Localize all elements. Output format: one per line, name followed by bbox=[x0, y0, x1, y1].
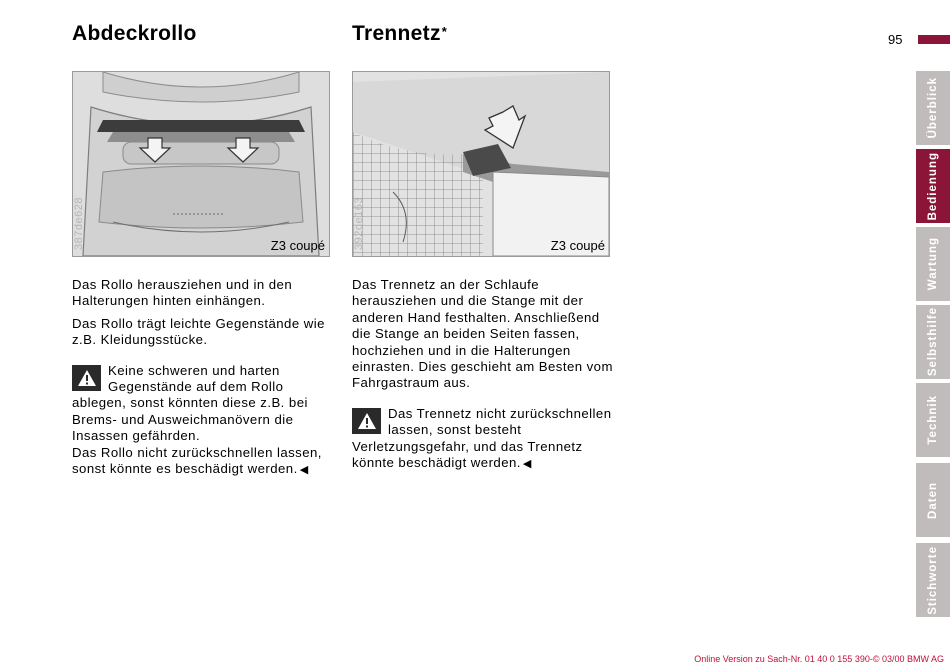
warning-block bbox=[352, 406, 620, 473]
left-column-text bbox=[72, 277, 340, 478]
tab-selbsthilfe[interactable]: Selbsthilfe bbox=[916, 305, 950, 379]
footer-note: Online Version zu Sach-Nr. 01 40 0 155 390-© 03/00 BMW AG bbox=[694, 654, 944, 664]
cargo-cover-illustration bbox=[73, 72, 329, 256]
figure-code-left: 387de628 bbox=[73, 197, 85, 250]
partition-net-illustration bbox=[353, 72, 609, 256]
tab-technik[interactable]: Technik bbox=[916, 383, 950, 457]
warning-triangle-icon bbox=[72, 365, 101, 391]
figure-cargo-cover bbox=[72, 71, 330, 257]
tab-wartung[interactable]: Wartung bbox=[916, 227, 950, 301]
tab-bedienung[interactable]: Bedienung bbox=[916, 149, 950, 223]
figure-code-right: 392de163 bbox=[353, 197, 365, 250]
end-mark-icon: ◀ bbox=[522, 458, 532, 471]
warning-text: Das Trennetz nicht zurückschnellen lassen, sonst besteht Verletzungsgefahr, und das Trennetz könnte beschädigt werden. bbox=[352, 405, 612, 471]
tab-ueberblick[interactable]: Überblick bbox=[916, 71, 950, 145]
page-number-bar bbox=[918, 35, 950, 44]
heading-trennetz: Trennetz* bbox=[352, 22, 448, 45]
warning-triangle-icon bbox=[352, 408, 381, 434]
paragraph: Das Rollo herausziehen und in den Halterungen hinten einhängen. bbox=[72, 277, 293, 309]
figure-partition-net bbox=[352, 71, 610, 257]
figure-caption-left: Z3 coupé bbox=[270, 238, 325, 253]
paragraph: Das Trennetz an der Schlaufe herausziehen und die Stange mit der anderen Hand festhalten. Anschließend die Stange an beiden Seiten fassen, hochziehen und in die Halterungen einrasten. Dies geschieht am Besten vom Fahrgastraum aus. bbox=[352, 277, 613, 391]
end-mark-icon: ◀ bbox=[299, 464, 309, 477]
figure-caption-right: Z3 coupé bbox=[550, 238, 605, 253]
tab-stichworte[interactable]: Stichworte bbox=[916, 543, 950, 617]
warning-text: Keine schweren und harten Gegenstände auf dem Rollo ablegen, sonst könnten diese z.B. bei Brems- und Ausweichmanövern die Insassen gefährden. bbox=[72, 362, 308, 444]
heading-abdeckrollo: Abdeckrollo bbox=[72, 22, 197, 45]
right-column-text bbox=[352, 277, 620, 472]
tab-daten[interactable]: Daten bbox=[916, 463, 950, 537]
paragraph: Das Rollo trägt leichte Gegenstände wie z.B. Kleidungsstücke. bbox=[72, 315, 325, 348]
page-number: 95 bbox=[888, 32, 903, 47]
warning-block bbox=[72, 363, 340, 479]
warning-text-continued: Das Rollo nicht zurückschnellen lassen, sonst könnte es beschädigt werden. bbox=[72, 444, 322, 477]
